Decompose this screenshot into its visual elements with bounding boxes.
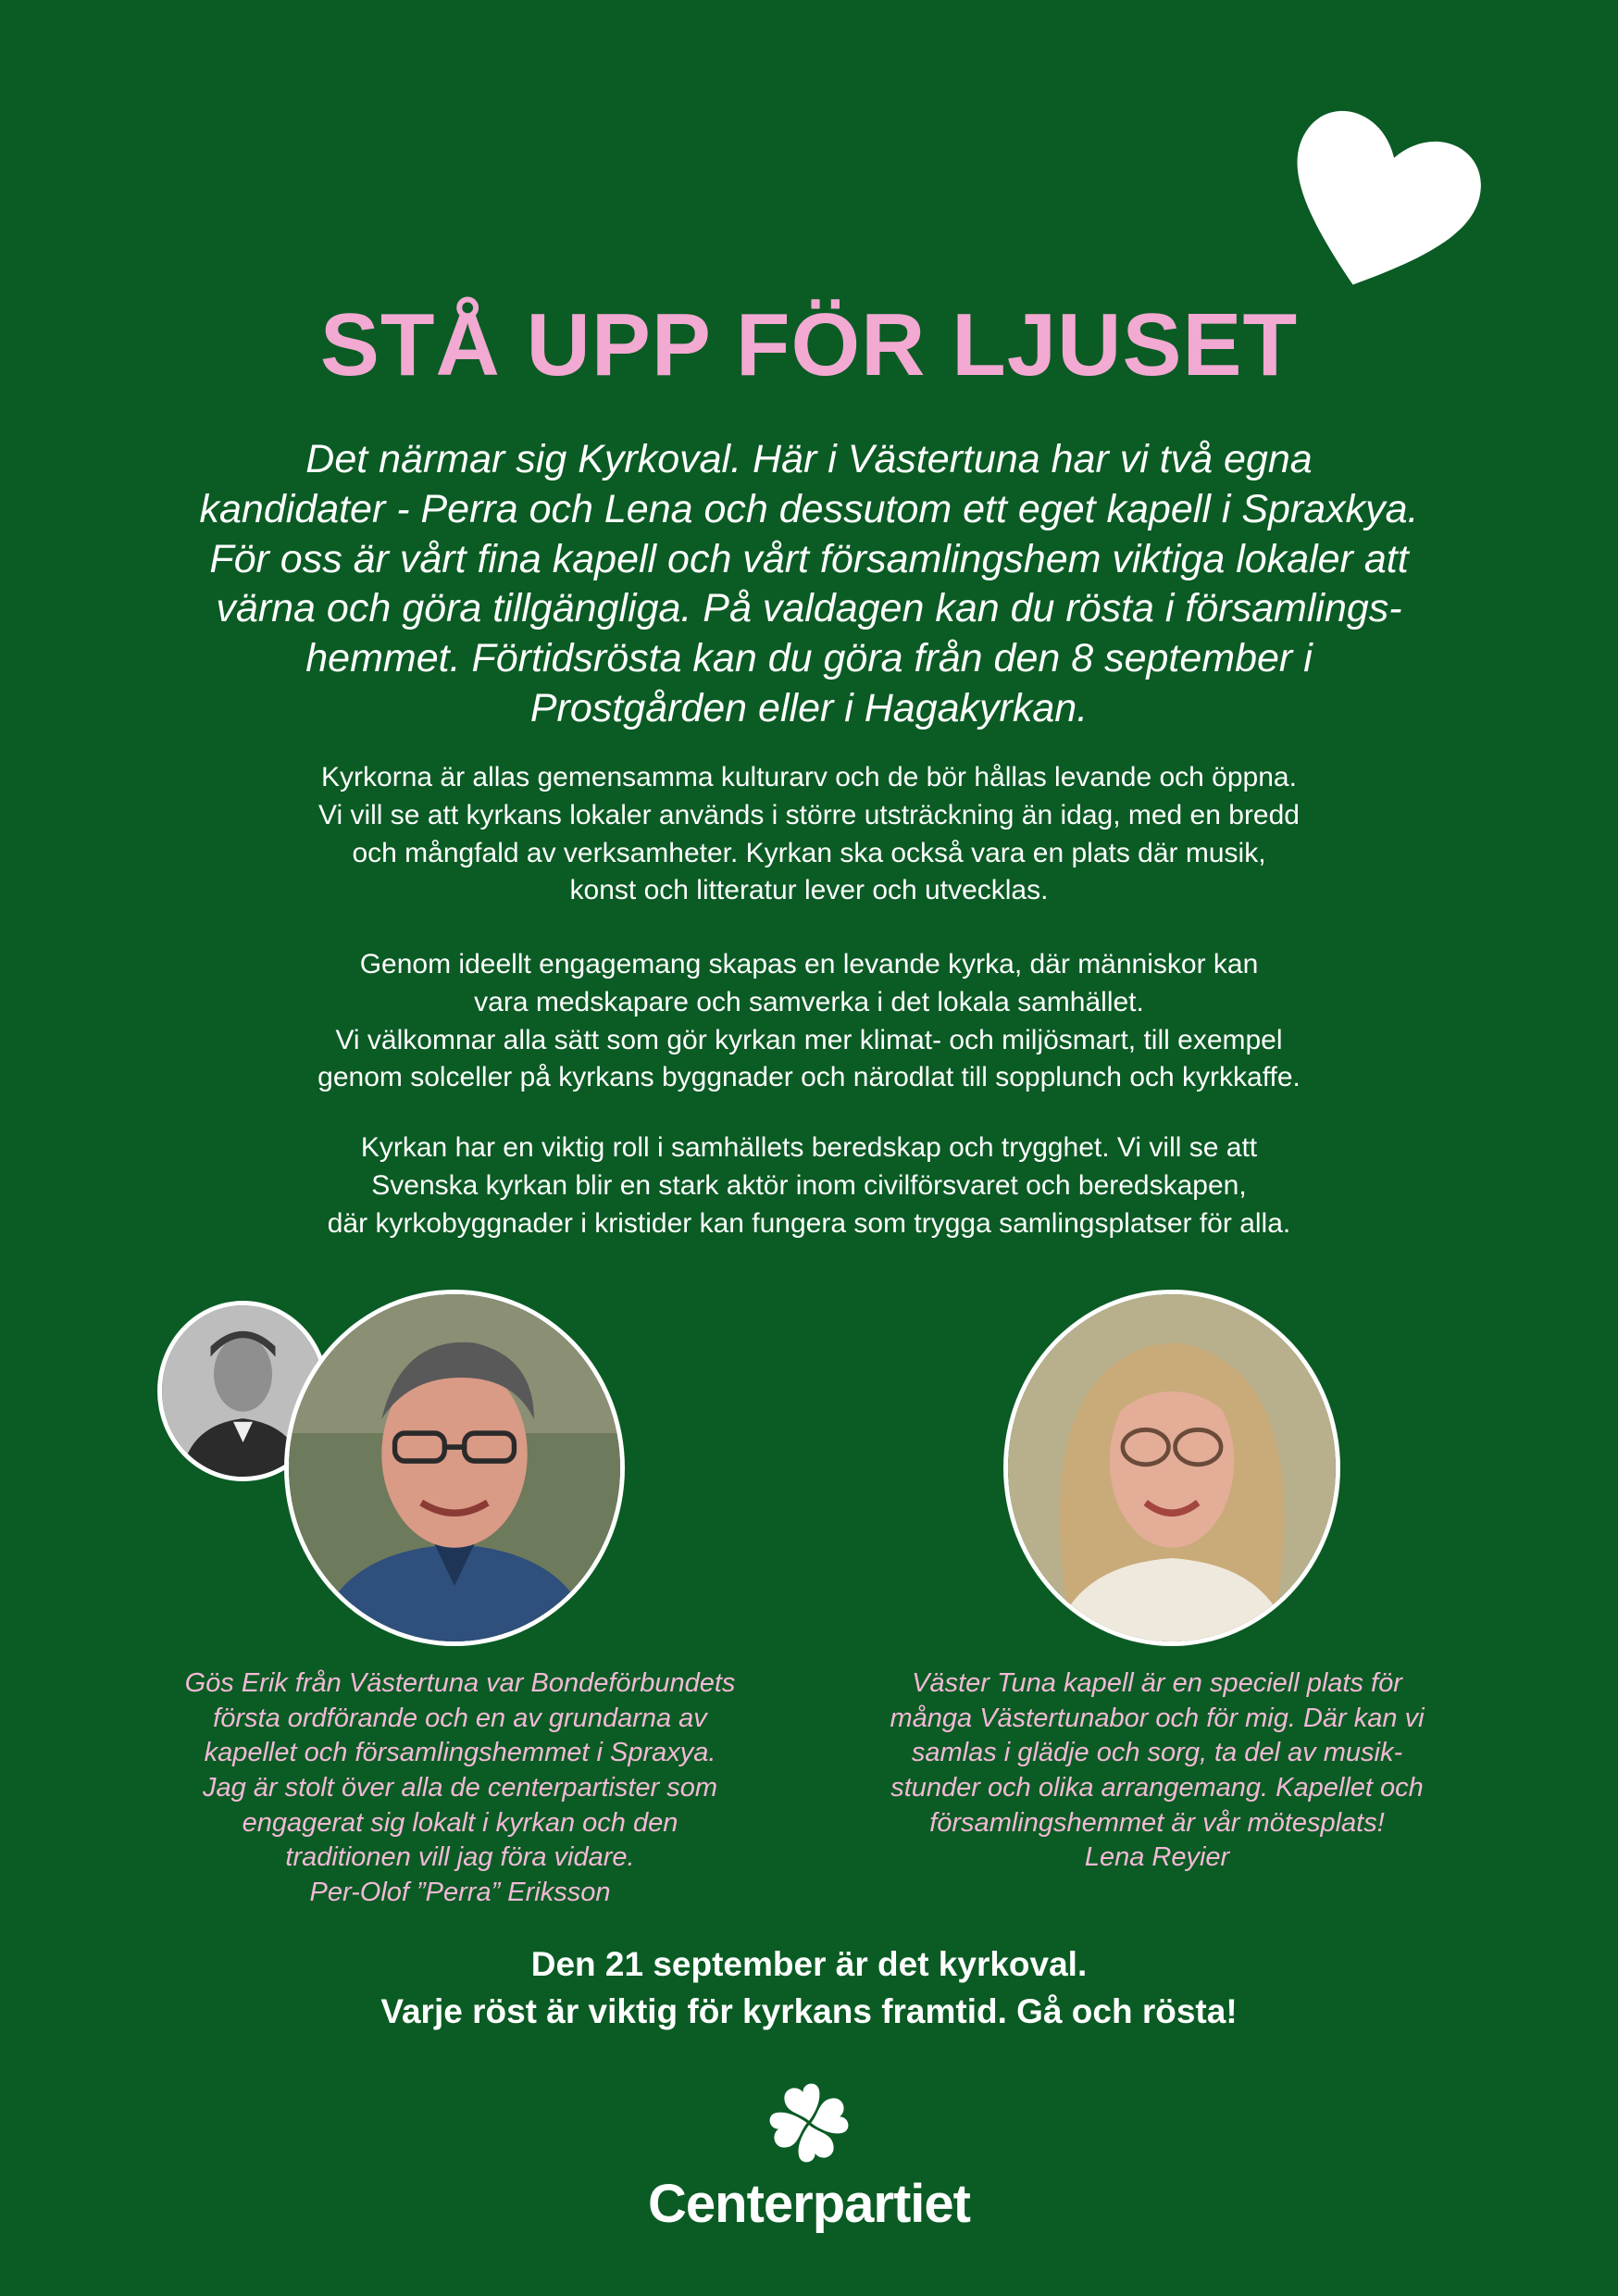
quote-line: kapellet och församlingshemmet i Spraxya. [204,1738,716,1768]
intro-line: hemmet. Förtidsrösta kan du göra från den 8 september i [305,636,1313,680]
quote-lena [787,1666,1527,1876]
paragraph-line: där kyrkobyggnader i kristider kan fungera som trygga samlingsplatser för alla. [327,1207,1291,1239]
paragraph-line: Kyrkorna är allas gemensamma kulturarv och de bör hållas levande och öppna. [321,762,1297,792]
paragraph-preparedness [0,1129,1618,1242]
clover-logo-icon [758,2072,860,2174]
perra-portrait [284,1290,625,1646]
quote-perra [90,1666,830,1911]
intro-line: kandidater - Perra och Lena och dessutom ett eget kapell i Spraxkya. [199,486,1419,531]
quote-signature: Per-Olof ”Perra” Eriksson [309,1878,611,1908]
quote-line: engagerat sig lokalt i kyrkan och den [242,1807,678,1838]
paragraph-culture [0,759,1618,910]
centerpartiet-logo [0,2072,1618,2234]
intro-line: För oss är vårt fina kapell och vårt församlingshem viktiga lokaler att [209,536,1409,581]
paragraph-line: vara medskapare och samverka i det lokala samhället. [474,986,1144,1017]
headline: STÅ UPP FÖR LJUSET [319,295,1299,394]
cta-line: Den 21 september är det kyrkoval. [530,1945,1088,1983]
quote-line: stunder och olika arrangemang. Kapellet och [890,1773,1424,1803]
intro-text [111,435,1507,734]
quote-line: församlingshemmet är vår mötesplats! [929,1807,1385,1838]
intro-line: Prostgården eller i Hagakyrkan. [529,685,1089,730]
brand-name: Centerpartiet [648,2174,970,2234]
quote-line: samlas i glädje och sorg, ta del av musik- [911,1738,1403,1768]
paragraph-line: Vi vill se att kyrkans lokaler används i större utsträckning än idag, med en bredd [318,799,1300,830]
quote-line: Väster Tuna kapell är en speciell plats för [912,1668,1402,1698]
paragraph-line: Svenska kyrkan blir en stark aktör inom civilförsvaret och beredskapen, [371,1169,1247,1201]
paragraph-line: och mångfald av verksamheter. Kyrkan ska också vara en plats där musik, [352,837,1266,868]
intro-line: värna och göra tillgängliga. På valdagen kan du rösta i församlings- [216,586,1402,631]
quote-line: traditionen vill jag föra vidare. [285,1842,635,1873]
call-to-action [0,1940,1618,2035]
paragraph-line: Kyrkan har en viktig roll i samhällets beredskap och trygghet. Vi vill se att [360,1132,1258,1163]
quote-line: många Västertunabor och för mig. Där kan vi [890,1703,1425,1733]
heart-icon [1268,93,1490,315]
quote-line: Jag är stolt över alla de centerpartister som [202,1773,718,1803]
quote-line: första ordförande och en av grundarna av [213,1703,707,1733]
paragraph-line: Vi välkomnar alla sätt som gör kyrkan mer klimat- och miljösmart, till exempel [335,1024,1283,1055]
paragraph-engagement [0,946,1618,1097]
lena-portrait [1003,1290,1340,1646]
quote-signature: Lena Reyier [1084,1842,1230,1873]
intro-line: Det närmar sig Kyrkoval. Här i Västertuna har vi två egna [305,437,1313,481]
paragraph-line: genom solceller på kyrkans byggnader och närodlat till sopplunch och kyrkkaffe. [317,1062,1301,1093]
paragraph-line: konst och litteratur lever och utvecklas. [569,875,1049,906]
cta-line: Varje röst är viktig för kyrkans framtid. Gå och rösta! [380,1992,1238,2031]
paragraph-line: Genom ideellt engagemang skapas en levande kyrka, där människor kan [359,949,1259,980]
quote-line: Gös Erik från Västertuna var Bondeförbundets [184,1668,736,1698]
